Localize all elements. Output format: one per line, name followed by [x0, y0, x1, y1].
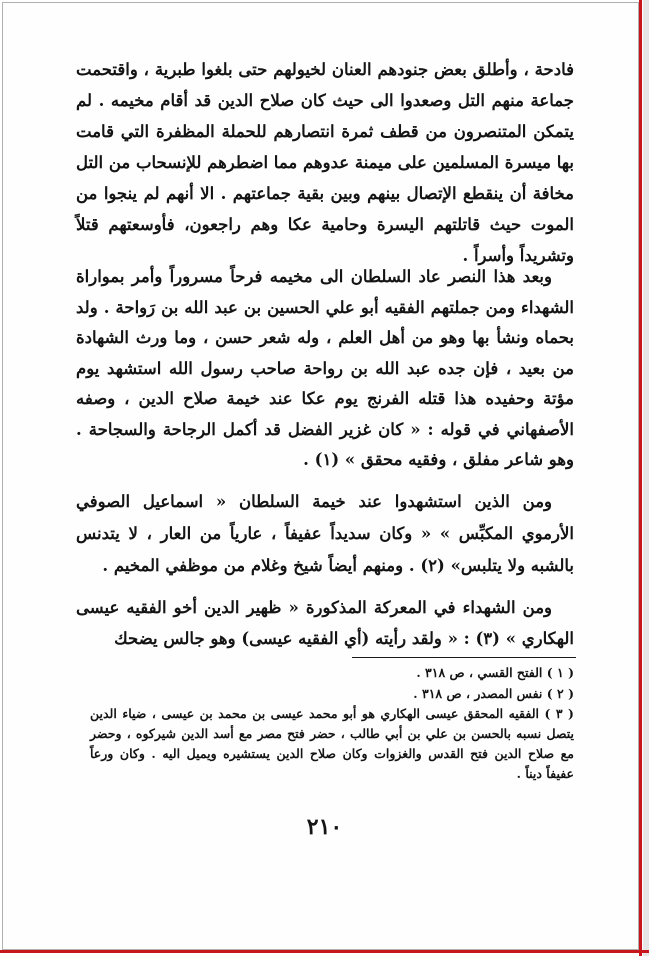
- paragraph-1-text: فادحة ، وأطلق بعض جنودهم العنان لخيولهم حتى بلغوا طبرية ، واقتحمت جماعة منهم التل وصعدوا الى حيث كان صلاح الدين قد أقام مخيمه . لم يتمكن المتنصرون من قطف ثمرة انتصارهم للحملة المظفرة التي قامت بها ميسرة المسلمين على ميمنة عدوهم مما اضطرهم للإنسحاب من التل مخافة أن ينقطع الإتصال بينهم وبين بقية جماعتهم . الا أنهم لم ينجوا من الموت حيث قاتلتهم اليسرة وحامية عكا وهم راجعون، فأوسعتهم قتلاً وتشريداً وأسراً .: [76, 60, 574, 265]
- window-border-right: [639, 0, 642, 956]
- paragraph-2-text: وبعد هذا النصر عاد السلطان الى مخيمه فرحاً مسروراً وأمر بمواراة الشهداء ومن جملتهم الفقيه أبو علي الحسين بن عبد الله بن رَواحة . ولد بحماه ونشأ بها وهو من أهل العلم ، وله شعر حسن ، وما ورث الشهادة من بعيد ، فإن جده عبد الله بن رواحة صاحب رسول الله استشهد يوم مؤتة وحفيده هذا قتله الفرنج يوم عكا عند خيمة صلاح الدين ، وصفه الأصفهاني في قوله : « كان غزير الفضل قد أكمل الرجاحة والسجاحة . وهو شاعر مفلق ، وفقيه محقق » (١) .: [76, 267, 574, 469]
- paragraph-3-text: ومن الذين استشهدوا عند خيمة السلطان « اسماعيل الصوفي الأرموي المكبِّس » « وكان سديداً عفيفاً ، عارياً من العار ، لا يتدنس بالشبه ولا يتلبس» (٢) . ومنهم أيضاً شيخ وغلام من موظفي المخيم .: [76, 492, 574, 575]
- paragraph-4: [76, 592, 574, 654]
- footnote-1: ( ١ ) الفتح القسي ، ص ٣١٨ .: [416, 665, 574, 680]
- footnote-2: ( ٢ ) نفس المصدر ، ص ٣١٨ .: [413, 686, 574, 701]
- window-border-bottom: [0, 950, 649, 953]
- window-edge-shadow: [643, 0, 649, 956]
- page-number: ٢١٠: [306, 814, 343, 840]
- paragraph-1: [76, 54, 574, 271]
- paragraph-2: [76, 262, 574, 476]
- footnotes: [90, 662, 574, 784]
- footnote-3: ( ٣ ) الفقيه المحقق عيسى الهكاري هو أبو محمد عيسى بن محمد بن عيسى ، ضياء الدين يتصل نسبه بالحسن بن علي بن أبي طالب ، حضر فتح مصر مع أسد الدين شيركوه ، وحضر مع صلاح الدين فتح القدس والغزوات وكان صلاح الدين يستشيره ويميل اليه . وكان ورعاً عفيفاً ديناً .: [90, 706, 574, 781]
- paragraph-3: [76, 486, 574, 582]
- footnote-separator: [352, 657, 576, 658]
- paragraph-4-text: ومن الشهداء في المعركة المذكورة « ظهير الدين أخو الفقيه عيسى الهكاري » (٣) : « ولقد رأيته (أي الفقيه عيسى) وهو جالس يضحك: [76, 598, 574, 648]
